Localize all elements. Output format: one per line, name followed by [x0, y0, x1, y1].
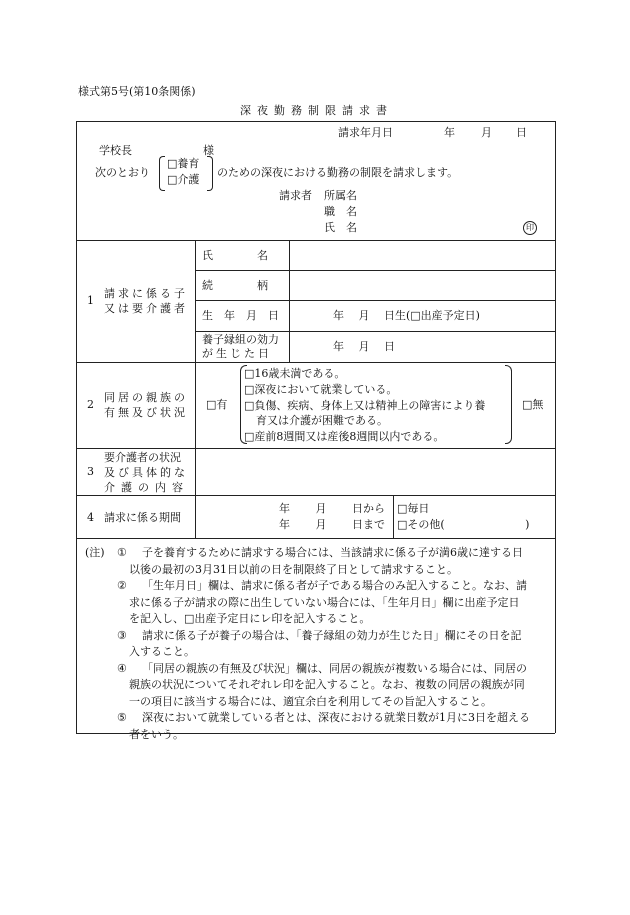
- row3-label-line2: 及び具体的な: [104, 466, 188, 479]
- left-bracket: [159, 156, 165, 191]
- option-nursing[interactable]: □介護: [167, 173, 200, 186]
- note-1-mark: ①: [117, 546, 127, 559]
- note-1-line2: 以後の最初の3月31日以前の日を制限終了日として請求すること。: [129, 563, 458, 576]
- note-4-line3: 一の項目に該当する場合には、適宜余白を利用してその旨記入すること。: [129, 695, 492, 708]
- row1-label-line2: 又は要介護者: [104, 302, 188, 315]
- right-bracket: [207, 156, 213, 191]
- request-month: 月: [481, 126, 492, 139]
- relation-label: 続 柄: [202, 279, 268, 292]
- addressee-label: 学校長: [99, 144, 132, 157]
- note-4-line1: 「同居の親族の有無及び状況」欄は、同居の親族が複数いる場合には、同居の: [142, 662, 527, 675]
- row4-label: 請求に係る期間: [104, 511, 181, 524]
- birth-date-value[interactable]: 年 月 日生(□出産予定日): [333, 309, 480, 322]
- condition-maternity[interactable]: □産前8週間又は産後8週間以内である。: [244, 430, 445, 443]
- note-4-mark: ④: [117, 662, 127, 675]
- note-2-line2: 求に係る子が請求の際に出生していない場合には、「生年月日」欄に出産予定日: [129, 596, 520, 609]
- requester-label: 請求者: [279, 189, 312, 202]
- note-3-line2: 入すること。: [129, 645, 195, 658]
- note-5-line2: 者をいう。: [129, 728, 184, 741]
- condition-injury-illness-cont: 育又は介護が困難である。: [256, 414, 388, 427]
- name-label: 氏 名: [324, 221, 357, 234]
- child-name-label: 氏 名: [202, 249, 268, 262]
- row1-label-line1: 請求に係る子: [104, 287, 188, 300]
- note-1-line1: 子を養育するために請求する場合には、当該請求に係る子が満6歳に達する日: [142, 546, 523, 559]
- relatives-no-checkbox[interactable]: □無: [522, 398, 544, 411]
- period-from[interactable]: 年 月 日から: [279, 502, 385, 515]
- daily-checkbox[interactable]: □毎日: [397, 502, 430, 515]
- sentence-suffix: のための深夜における勤務の制限を請求します。: [217, 166, 459, 179]
- relatives-yes-checkbox[interactable]: □有: [206, 398, 228, 411]
- note-3-line1: 請求に係る子が養子の場合は、「養子縁組の効力が生じた日」欄にその日を記: [142, 629, 522, 642]
- affiliation-label: 所属名: [324, 189, 357, 202]
- seal-mark: 印: [523, 221, 537, 235]
- adoption-label-line2: が生じた日: [202, 347, 272, 360]
- note-3-mark: ③: [117, 629, 127, 642]
- other-checkbox[interactable]: □その他( ): [397, 518, 530, 531]
- form-number: 様式第5号(第10条関係): [78, 85, 196, 98]
- row2-label-line2: 有無及び状況: [104, 406, 188, 419]
- position-label: 職 名: [324, 205, 357, 218]
- note-2-line1: 「生年月日」欄は、請求に係る者が子である場合のみ記入すること。なお、請: [142, 579, 527, 592]
- sentence-prefix: 次のとおり: [95, 166, 150, 179]
- note-2-line3: を記入し、□出産予定日にレ印を記入すること。: [129, 612, 371, 625]
- row4-number: 4: [87, 511, 94, 524]
- request-year: 年: [444, 126, 455, 139]
- period-to[interactable]: 年 月 日まで: [279, 518, 385, 531]
- row3-label-line1: 要介護者の状況: [104, 451, 181, 464]
- option-childcare[interactable]: □養育: [167, 157, 200, 170]
- note-2-mark: ②: [117, 579, 127, 592]
- condition-night-work[interactable]: □深夜において就業している。: [244, 383, 398, 396]
- addressee-honorific: 様: [203, 144, 214, 157]
- row3-label-line3: 介護の内容: [104, 481, 189, 494]
- condition-under-16[interactable]: □16歳未満である。: [244, 367, 346, 380]
- birth-date-label: 生 年 月 日: [202, 309, 279, 322]
- request-date-label: 請求年月日: [338, 126, 393, 139]
- note-5-line1: 深夜において就業している者とは、深夜における就業日数が1月に3日を超える: [142, 711, 530, 724]
- request-day: 日: [516, 126, 527, 139]
- row3-number: 3: [87, 465, 94, 478]
- row2-label-line1: 同居の親族の: [104, 391, 188, 404]
- page-title: 深夜勤務制限請求書: [240, 104, 393, 117]
- note-5-mark: ⑤: [117, 711, 127, 724]
- adoption-date-value[interactable]: 年 月 日: [333, 340, 395, 353]
- adoption-label-line1: 養子縁組の効力: [202, 333, 279, 346]
- note-4-line2: 親族の状況についてそれぞれレ印を記入すること。なお、複数の同居の親族が同: [129, 678, 525, 691]
- row1-number: 1: [87, 294, 94, 307]
- condition-injury-illness[interactable]: □負傷、疾病、身体上又は精神上の障害により養: [244, 399, 486, 412]
- row2-number: 2: [87, 398, 94, 411]
- notes-intro: (注): [85, 546, 105, 559]
- conditions-right-bracket: [505, 365, 512, 444]
